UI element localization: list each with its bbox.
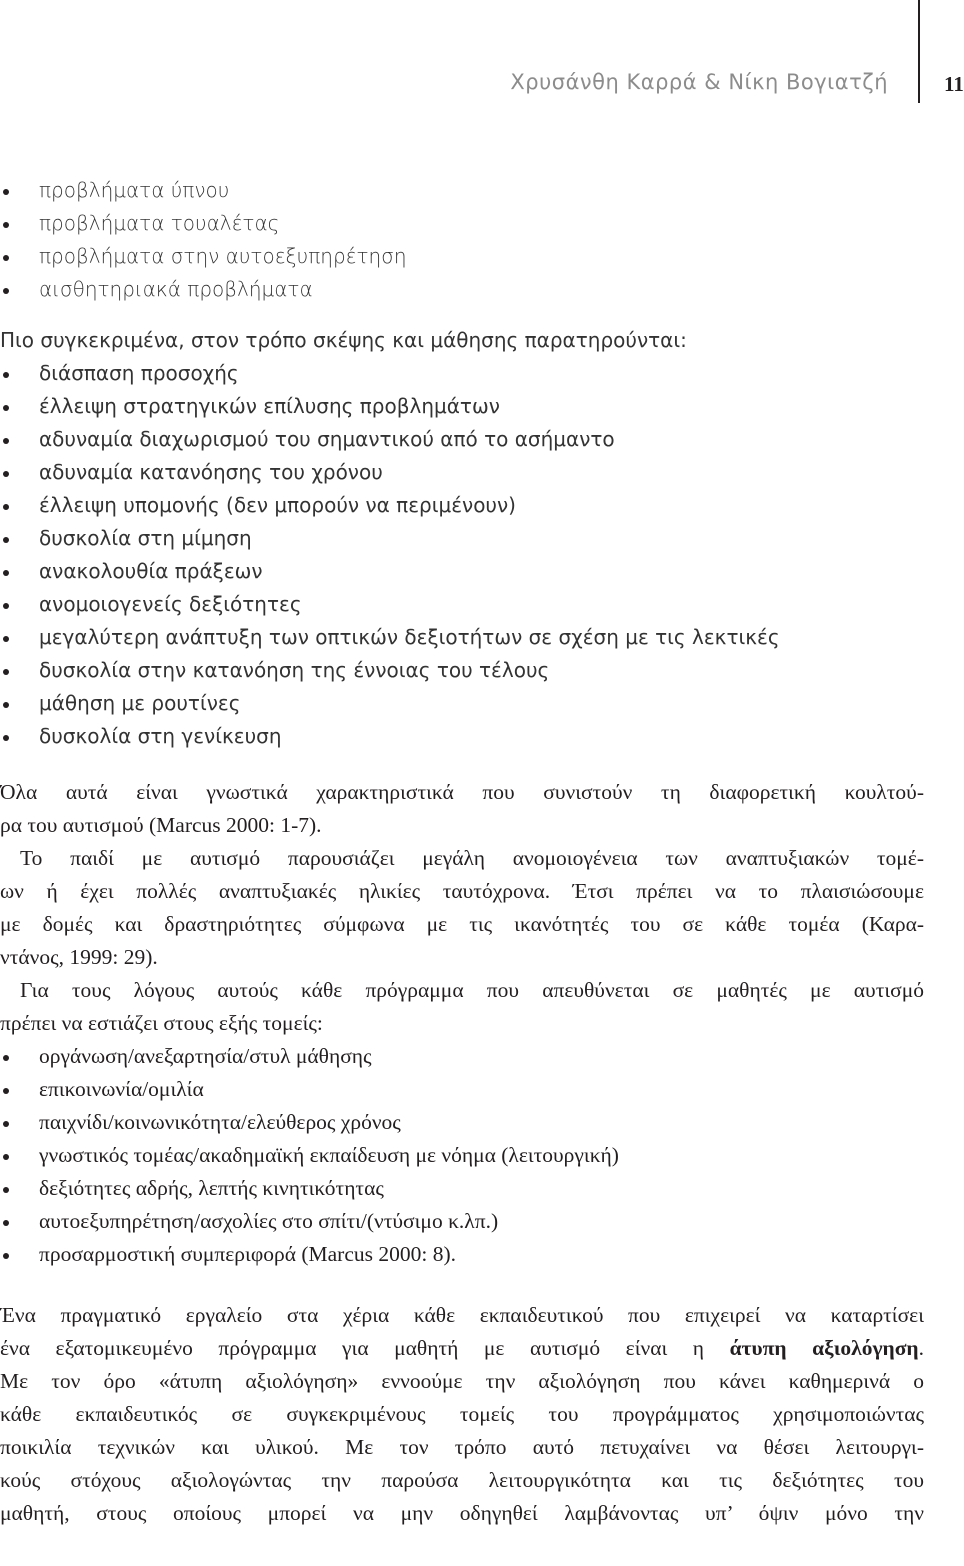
list-item: μάθηση με ρουτίνες xyxy=(0,687,924,720)
list-item: ανομοιογενείς δεξιότητες xyxy=(0,588,924,621)
list-item: διάσπαση προσοχής xyxy=(0,357,924,390)
page-number: 11 xyxy=(944,72,964,96)
paragraph-heterogeneity: Το παιδί με αυτισμό παρουσιάζει μεγάλη ανομοιογένεια των αναπτυξιακών τομέ- ων ή έχει πολλές αναπτυξιακές ηλικίες ταυτόχρονα. Έτσι πρέπει να το πλαισιώσουμε με δομές και δραστηριότητες σύμφωνα με τις ικανότητές του σε κάθε τομέα (Καρα- ντάνος, 1999: 29). xyxy=(0,846,924,969)
paragraph-informal-assessment: Ένα πραγματικό εργαλείο στα χέρια κάθε εκπαιδευτικού που επιχειρεί να καταρτίσει ένα εξατομικευμένο πρόγραμμα για μαθητή με αυτισμό είναι η άτυπη αξιολόγηση. Με τον όρο «άτυπη αξιολόγηση» εννοούμε την αξιολόγηση που κάνει καθημερινά ο κάθε εκπαιδευτικός σε συγκεκριμένους τομείς του προγράμματος χρησιμοποιώντας ποικιλία τεχνικών και υλικού. Με τον τρόπο αυτό πετυχαίνει να θέσει λειτουργι- κούς στόχους αξιολογώντας την παρούσα λειτουργικότητα και τις δεξιότητες του μαθητή, στους οποίους μπορεί να μην οδηγηθεί λαμβάνοντας υπ’ όψιν μόνο την xyxy=(0,1303,925,1525)
list-item: οργάνωση/ανεξαρτησία/στυλ μάθησης xyxy=(0,1040,924,1073)
list-thinking xyxy=(0,357,924,753)
list-item: μεγαλύτερη ανάπτυξη των οπτικών δεξιοτήτων σε σχέση με τις λεκτικές xyxy=(0,621,924,654)
list-item: έλλειψη υπομονής (δεν μπορούν να περιμένουν) xyxy=(0,489,924,522)
term-informal-assessment: άτυπη αξιολόγηση xyxy=(729,1336,919,1360)
list-problems xyxy=(0,174,924,306)
paragraph-culture: Όλα αυτά είναι γνωστικά χαρακτηριστικά που συνιστούν τη διαφορετική κουλτού- ρα του αυτισμού (Marcus 2000: 1-7). xyxy=(0,780,924,837)
list-item: επικοινωνία/ομιλία xyxy=(0,1073,924,1106)
header-divider xyxy=(918,0,920,103)
list-item: αδυναμία κατανόησης του χρόνου xyxy=(0,456,924,489)
list-focus-areas xyxy=(0,1040,924,1271)
list-item: ανακολουθία πράξεων xyxy=(0,555,924,588)
list-item: δεξιότητες αδρής, λεπτής κινητικότητας xyxy=(0,1172,924,1205)
list-item: προβλήματα ύπνου xyxy=(0,174,924,207)
list-item: προβλήματα τουαλέτας xyxy=(0,207,924,240)
intro-thinking: Πιο συγκεκριμένα, στον τρόπο σκέψης και μάθησης παρατηρούνται: xyxy=(0,328,687,352)
list-item: δυσκολία στην κατανόηση της έννοιας του τέλους xyxy=(0,654,924,687)
paragraph-focus-areas: Για τους λόγους αυτούς κάθε πρόγραμμα που απευθύνεται σε μαθητές με αυτισμό πρέπει να εστιάζει στους εξής τομείς: xyxy=(0,978,924,1035)
list-item: δυσκολία στη γενίκευση xyxy=(0,720,924,753)
list-item: έλλειψη στρατηγικών επίλυσης προβλημάτων xyxy=(0,390,924,423)
list-item: δυσκολία στη μίμηση xyxy=(0,522,924,555)
list-item: αδυναμία διαχωρισμού του σημαντικού από το ασήμαντο xyxy=(0,423,924,456)
header-authors: Χρυσάνθη Καρρά & Νίκη Βογιατζή xyxy=(510,70,888,94)
list-item: παιχνίδι/κοινωνικότητα/ελεύθερος χρόνος xyxy=(0,1106,924,1139)
list-item: αυτοεξυπηρέτηση/ασχολίες στο σπίτι/(ντύσιμο κ.λπ.) xyxy=(0,1205,924,1238)
list-item: προσαρμοστική συμπεριφορά (Marcus 2000: 8). xyxy=(0,1238,924,1271)
page-body xyxy=(0,174,924,1530)
list-item: προβλήματα στην αυτοεξυπηρέτηση xyxy=(0,240,924,273)
list-item: γνωστικός τομέας/ακαδημαϊκή εκπαίδευση με νόημα (λειτουργική) xyxy=(0,1139,924,1172)
list-item: αισθητηριακά προβλήματα xyxy=(0,273,924,306)
